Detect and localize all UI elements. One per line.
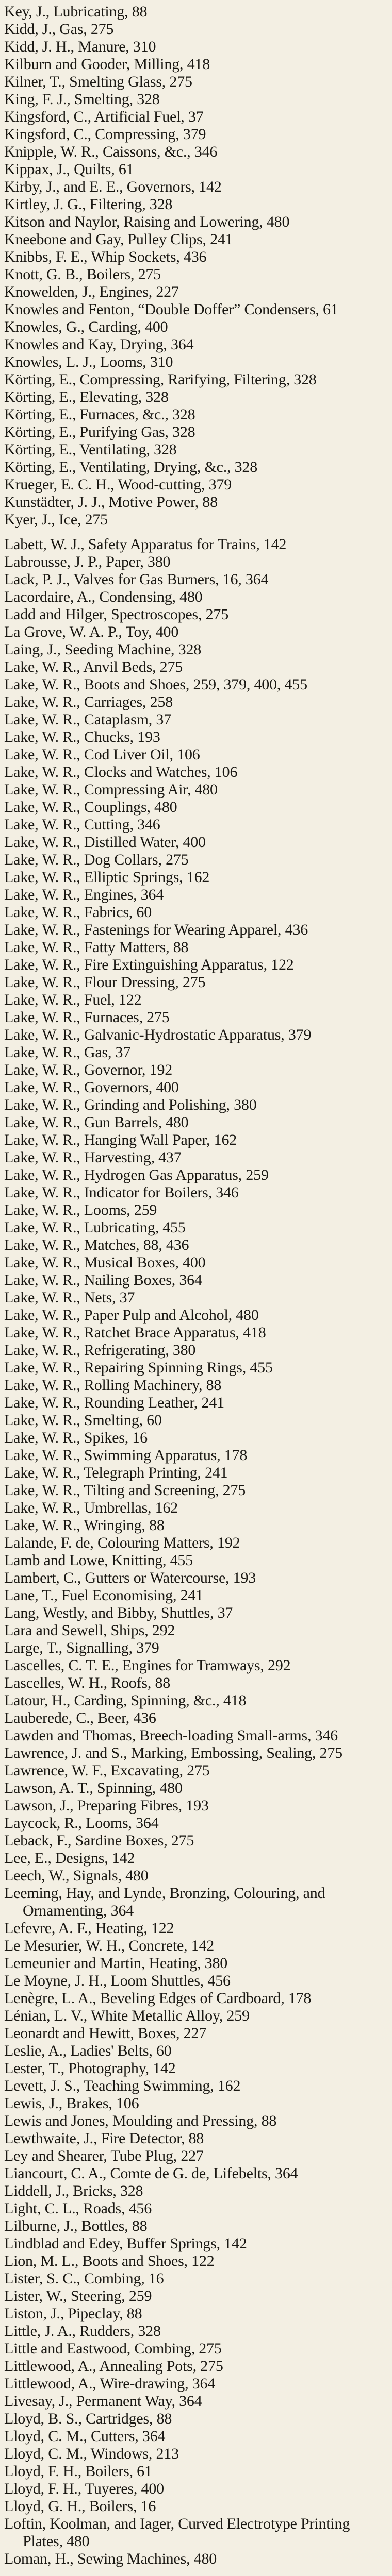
index-entry: Lemeunier and Martin, Heating, 380: [4, 1955, 228, 1972]
index-entry: Knott, G. B., Boilers, 275: [4, 266, 161, 283]
index-entry: Lake, W. R., Indicator for Boilers, 346: [4, 1184, 239, 1201]
index-entry: Loftin, Koolman, and Iager, Curved Electrotype Printing Plates, 480: [4, 2515, 350, 2550]
index-entry: Labrousse, J. P., Paper, 380: [4, 553, 171, 570]
index-entry: Levett, J. S., Teaching Swimming, 162: [4, 2077, 241, 2094]
index-entry: Lawson, A. T., Spinning, 480: [4, 1780, 183, 1797]
index-entry: Kilner, T., Smelting Glass, 275: [4, 73, 192, 90]
index-entry: Lake, W. R., Dog Collars, 275: [4, 851, 189, 868]
index-entry: Laing, J., Seeding Machine, 328: [4, 641, 202, 658]
index-entry: Lilburne, J., Bottles, 88: [4, 2217, 148, 2234]
index-entry: Lake, W. R., Musical Boxes, 400: [4, 1254, 206, 1271]
index-entry: Lewis, J., Brakes, 106: [4, 2095, 139, 2112]
index-entry: Ladd and Hilger, Spectroscopes, 275: [4, 606, 229, 623]
index-entry: Lefevre, A. F., Heating, 122: [4, 1920, 174, 1937]
index-entry: Kneebone and Gay, Pulley Clips, 241: [4, 231, 233, 248]
index-entry: Lloyd, B. S., Cartridges, 88: [4, 2410, 172, 2427]
index-entry: Körting, E., Furnaces, &c., 328: [4, 406, 195, 423]
index-entry: Kingsford, C., Artificial Fuel, 37: [4, 108, 204, 125]
index-entry: Lake, W. R., Fuel, 122: [4, 991, 142, 1008]
index-entry: Lawrence, J. and S., Marking, Embossing, Sealing, 275: [4, 1744, 342, 1761]
index-entry: Lake, W. R., Cataplasm, 37: [4, 711, 171, 728]
index-entry: Lalande, F. de, Colouring Matters, 192: [4, 1534, 240, 1551]
index-entry: Krueger, E. C. H., Wood-cutting, 379: [4, 476, 232, 493]
index-entry: Lister, W., Steering, 259: [4, 2287, 152, 2304]
index-entry: Lang, Westly, and Bibby, Shuttles, 37: [4, 1604, 233, 1621]
index-entry: Lake, W. R., Elliptic Springs, 162: [4, 869, 210, 886]
index-entry: Large, T., Signalling, 379: [4, 1639, 159, 1656]
index-entry: Kilburn and Gooder, Milling, 418: [4, 56, 210, 73]
index-entry: Lacordaire, A., Condensing, 480: [4, 588, 203, 605]
index-entry: Lake, W. R., Fatty Matters, 88: [4, 939, 189, 956]
index-entry: Lloyd, C. M., Cutters, 364: [4, 2428, 166, 2445]
index-entry: Lake, W. R., Cod Liver Oil, 106: [4, 746, 200, 763]
index-entry: Leback, F., Sardine Boxes, 275: [4, 1832, 194, 1849]
index-entry: Le Moyne, J. H., Loom Shuttles, 456: [4, 1972, 231, 1989]
index-entry: Liddell, J., Bricks, 328: [4, 2182, 143, 2199]
index-entry: Lake, W. R., Gun Barrels, 480: [4, 1114, 189, 1131]
index-entry: Lake, W. R., Governors, 400: [4, 1079, 179, 1096]
index-entry: Lloyd, F. H., Boilers, 61: [4, 2463, 152, 2480]
index-entry: Leslie, A., Ladies' Belts, 60: [4, 2042, 172, 2059]
index-entry: Lake, W. R., Harvesting, 437: [4, 1149, 182, 1166]
index-entry: Kidd, J., Gas, 275: [4, 21, 114, 38]
index-entry: Körting, E., Compressing, Rarifying, Filtering, 328: [4, 371, 317, 388]
index-entry: Lake, W. R., Matches, 88, 436: [4, 1236, 189, 1253]
index-entry: Kidd, J. H., Manure, 310: [4, 38, 156, 55]
index-entry: Lake, W. R., Clocks and Watches, 106: [4, 764, 238, 781]
index-entry: Lascelles, C. T. E., Engines for Tramways, 292: [4, 1657, 291, 1674]
index-entry: Lake, W. R., Fastenings for Wearing Apparel, 436: [4, 921, 308, 938]
index-entry: Lake, W. R., Repairing Spinning Rings, 455: [4, 1359, 273, 1376]
index-entry: Lake, W. R., Grinding and Polishing, 380: [4, 1096, 257, 1113]
index-entry: Knowles, G., Carding, 400: [4, 318, 168, 335]
index-entry: La Grove, W. A. P., Toy, 400: [4, 623, 179, 640]
index-entry: Lloyd, G. H., Boilers, 16: [4, 2498, 156, 2515]
index-entry: Littlewood, A., Wire-drawing, 364: [4, 2375, 216, 2392]
index-entry: Lewthwaite, J., Fire Detector, 88: [4, 2130, 204, 2147]
index-entry: Little, J. A., Rudders, 328: [4, 2323, 161, 2340]
index-entry: Lack, P. J., Valves for Gas Burners, 16, 364: [4, 571, 269, 588]
index-entry: Kippax, J., Quilts, 61: [4, 161, 134, 178]
index-entry: Lewis and Jones, Moulding and Pressing, 88: [4, 2112, 277, 2129]
index-entry: Kingsford, C., Compressing, 379: [4, 126, 206, 143]
index-entry: Lake, W. R., Fabrics, 60: [4, 904, 152, 921]
index-entry: Lake, W. R., Smelting, 60: [4, 1412, 162, 1429]
index-entry: Loman, H., Sewing Machines, 480: [4, 2550, 217, 2567]
index-entry: Lester, T., Photography, 142: [4, 2060, 176, 2077]
index-entry: Knowelden, J., Engines, 227: [4, 283, 179, 300]
index-entry: Lake, W. R., Hanging Wall Paper, 162: [4, 1131, 237, 1148]
index-entry: Lake, W. R., Swimming Apparatus, 178: [4, 1447, 248, 1464]
index-entry: Lake, W. R., Nets, 37: [4, 1289, 135, 1306]
index-entry: Lane, T., Fuel Economising, 241: [4, 1587, 203, 1604]
index-entry: Lake, W. R., Spikes, 16: [4, 1429, 148, 1446]
index-entry: Kyer, J., Ice, 275: [4, 511, 108, 528]
index-entry: Lake, W. R., Governor, 192: [4, 1061, 173, 1078]
index-entry: Lénian, L. V., White Metallic Alloy, 259: [4, 2007, 250, 2024]
index-entry: Kirby, J., and E. E., Governors, 142: [4, 178, 222, 195]
index-entry: Ley and Shearer, Tube Plug, 227: [4, 2147, 204, 2164]
index-entry: Lake, W. R., Refrigerating, 380: [4, 1342, 196, 1359]
index-entry: Lambert, C., Gutters or Watercourse, 193: [4, 1569, 256, 1586]
index-entry: Lloyd, F. H., Tuyeres, 400: [4, 2480, 164, 2497]
index-entry: Lake, W. R., Chucks, 193: [4, 728, 160, 745]
index-entry: Lenègre, L. A., Beveling Edges of Cardboard, 178: [4, 1990, 312, 2007]
index-entry: Körting, E., Ventilating, Drying, &c., 328: [4, 459, 257, 476]
index-entry: Lamb and Lowe, Knitting, 455: [4, 1552, 193, 1569]
index-entry: Lake, W. R., Rounding Leather, 241: [4, 1394, 224, 1411]
index-entry: Lake, W. R., Paper Pulp and Alcohol, 480: [4, 1307, 259, 1324]
index-entry: Lake, W. R., Distilled Water, 400: [4, 834, 206, 851]
index-entry: Lake, W. R., Tilting and Screening, 275: [4, 1482, 246, 1499]
index-entry: Latour, H., Carding, Spinning, &c., 418: [4, 1692, 247, 1709]
index-entry: Lawrence, W. F., Excavating, 275: [4, 1762, 210, 1779]
index-entry: Lake, W. R., Couplings, 480: [4, 799, 177, 816]
index-entry: Lake, W. R., Rolling Machinery, 88: [4, 1377, 222, 1394]
index-entry: Lister, S. C., Combing, 16: [4, 2270, 164, 2287]
index-entry: Lindblad and Edey, Buffer Springs, 142: [4, 2235, 247, 2252]
index-entry: Lake, W. R., Gas, 37: [4, 1044, 131, 1061]
index-entry: Lake, W. R., Nailing Boxes, 364: [4, 1272, 202, 1289]
index-entry: Lake, W. R., Ratchet Brace Apparatus, 418: [4, 1324, 266, 1341]
index-entry: Lion, M. L., Boots and Shoes, 122: [4, 2252, 215, 2269]
index-entry: Lake, W. R., Engines, 364: [4, 886, 164, 903]
index-entry: Lake, W. R., Telegraph Printing, 241: [4, 1464, 228, 1481]
index-entry: Körting, E., Ventilating, 328: [4, 441, 177, 458]
index-entry: Lake, W. R., Cutting, 346: [4, 816, 160, 833]
index-entry: Knowles and Kay, Drying, 364: [4, 336, 194, 353]
index-entry: Leech, W., Signals, 480: [4, 1867, 149, 1884]
index-entry: Lloyd, C. M., Windows, 213: [4, 2445, 179, 2462]
index-entry: Knipple, W. R., Caissons, &c., 346: [4, 143, 218, 160]
index-entry: Lake, W. R., Carriages, 258: [4, 693, 173, 710]
index-entry: Lawden and Thomas, Breech-loading Small-arms, 346: [4, 1727, 338, 1744]
index-entry: Lake, W. R., Furnaces, 275: [4, 1009, 170, 1026]
index-entry: Little and Eastwood, Combing, 275: [4, 2340, 222, 2357]
index-entry: Kunstädter, J. J., Motive Power, 88: [4, 494, 218, 511]
index-entry: Lake, W. R., Compressing Air, 480: [4, 781, 218, 798]
index-entry: Le Mesurier, W. H., Concrete, 142: [4, 1937, 215, 1954]
index-entry: Knowles and Fenton, “Double Doffer” Condensers, 61: [4, 301, 338, 318]
index-entry: Knowles, L. J., Looms, 310: [4, 353, 173, 370]
index-entry: Livesay, J., Permanent Way, 364: [4, 2393, 202, 2410]
index-entry: Laycock, R., Looms, 364: [4, 1815, 159, 1832]
index-entry: King, F. J., Smelting, 328: [4, 91, 160, 108]
index-entry: Lauberede, C., Beer, 436: [4, 1709, 156, 1726]
index-entry: Lake, W. R., Looms, 259: [4, 1201, 157, 1218]
index-entry: Labett, W. J., Safety Apparatus for Trains, 142: [4, 536, 287, 553]
index-entry: Littlewood, A., Annealing Pots, 275: [4, 2358, 223, 2375]
index-entry: Lara and Sewell, Ships, 292: [4, 1622, 175, 1639]
index-entry: Key, J., Lubricating, 88: [4, 3, 148, 20]
index-entry: Kitson and Naylor, Raising and Lowering, 480: [4, 213, 290, 230]
index-entry: Lascelles, W. H., Roofs, 88: [4, 1674, 171, 1691]
index-entry: Lake, W. R., Anvil Beds, 275: [4, 658, 183, 675]
index-entry: Leeming, Hay, and Lynde, Bronzing, Colouring, and Ornamenting, 364: [4, 1885, 325, 1919]
index-list: [4, 3, 387, 2568]
index-entry: Körting, E., Purifying Gas, 328: [4, 423, 195, 440]
index-entry: Lake, W. R., Fire Extinguishing Apparatus, 122: [4, 956, 294, 973]
index-entry: Lake, W. R., Umbrellas, 162: [4, 1499, 178, 1516]
index-entry: Lake, W. R., Galvanic-Hydrostatic Apparatus, 379: [4, 1026, 312, 1043]
index-entry: Lake, W. R., Wringing, 88: [4, 1517, 165, 1534]
index-entry: Körting, E., Elevating, 328: [4, 388, 169, 405]
index-entry: Leonardt and Hewitt, Boxes, 227: [4, 2025, 207, 2042]
index-entry: Lake, W. R., Boots and Shoes, 259, 379, 400, 455: [4, 676, 307, 693]
index-entry: Light, C. L., Roads, 456: [4, 2200, 152, 2217]
index-entry: Liancourt, C. A., Comte de G. de, Lifebelts, 364: [4, 2165, 298, 2182]
index-entry: Lake, W. R., Hydrogen Gas Apparatus, 259: [4, 1166, 269, 1183]
index-entry: Lawson, J., Preparing Fibres, 193: [4, 1797, 209, 1814]
index-entry: Knibbs, F. E., Whip Sockets, 436: [4, 248, 207, 265]
index-entry: Lake, W. R., Lubricating, 455: [4, 1219, 186, 1236]
index-entry: Lake, W. R., Flour Dressing, 275: [4, 974, 206, 991]
index-entry: Lee, E., Designs, 142: [4, 1850, 135, 1867]
index-entry: Liston, J., Pipeclay, 88: [4, 2305, 142, 2322]
index-entry: Kirtley, J. G., Filtering, 328: [4, 196, 173, 213]
